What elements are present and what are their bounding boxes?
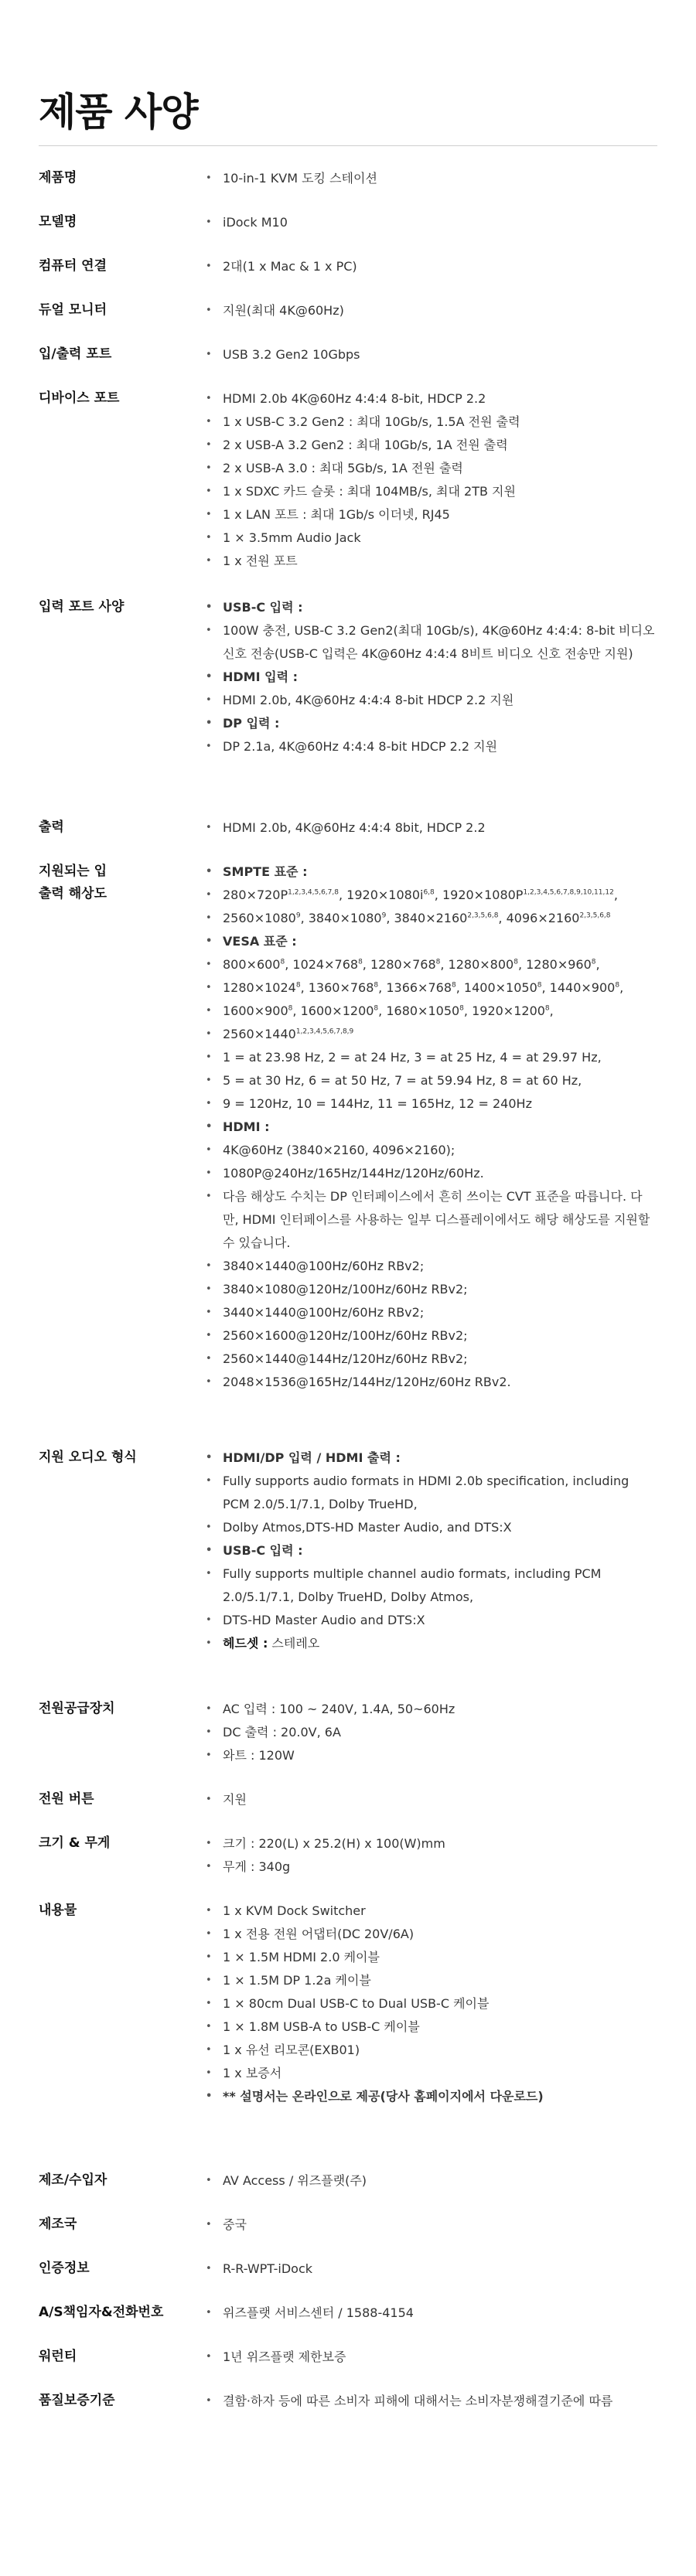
spec-value: • 3440×1440@100Hz/60Hz RBv2; [201, 1301, 657, 1324]
spec-value: • USB 3.2 Gen2 10Gbps [201, 343, 657, 366]
resolution-text: , 1920×1200 [463, 1003, 545, 1018]
resolution-text: , 1680×1050 [378, 1003, 460, 1018]
spec-value-list [201, 2257, 657, 2281]
refresh-rate-superscript: 8 [537, 981, 542, 990]
resolution-line [201, 884, 657, 907]
sub-heading: • USB-C 입력 : [201, 1539, 657, 1562]
spec-value-list [201, 2390, 657, 2413]
sub-heading: • USB-C 입력 : [201, 596, 657, 619]
spec-value-list [201, 1446, 657, 1655]
refresh-rate-superscript: 8 [544, 1004, 550, 1013]
spec-body [201, 338, 657, 366]
spec-value: • 1 x LAN 포트 : 최대 1Gb/s 이더넷, RJ45 [201, 503, 657, 526]
spec-value: • 다음 해상도 수치는 DP 인터페이스에서 흔히 쓰이는 CVT 표준을 따릅니다. 다만, HDMI 인터페이스를 사용하는 일부 디스플레이에서도 해당 해상도를 지원할 수 있습니다. [201, 1185, 657, 1255]
refresh-rate-superscript: 8 [452, 981, 456, 990]
spec-label: 인증정보 [39, 2261, 90, 2276]
spec-value: • 위즈플랫 서비스센터 / 1588-4154 [201, 2302, 657, 2325]
spec-value: • HDMI 2.0b 4K@60Hz 4:4:4 8-bit, HDCP 2.2 [201, 387, 657, 411]
frequency-note: • 9 = 120Hz, 10 = 144Hz, 11 = 165Hz, 12 = 240Hz [201, 1092, 657, 1116]
spec-value: • 지원 [201, 1788, 657, 1811]
spec-row [39, 250, 657, 294]
spec-body [201, 811, 657, 840]
resolution-line [201, 1000, 657, 1023]
spec-value: • 2 x USB-A 3.2 Gen2 : 최대 10Gb/s, 1A 전원 출력 [201, 434, 657, 457]
spec-value: • 2대(1 x Mac & 1 x PC) [201, 255, 657, 278]
spec-row [39, 811, 657, 855]
spec-value: • 2560×1440@144Hz/120Hz/60Hz RBv2; [201, 1348, 657, 1371]
resolution-line [201, 953, 657, 976]
spec-value: • 1 x 전원 포트 [201, 550, 657, 573]
refresh-rate-superscript: 8 [591, 958, 596, 966]
spec-value: • 무게 : 340g [201, 1855, 657, 1879]
spec-label: 제조/수입자 [39, 2172, 107, 2188]
refresh-rate-superscript: 2,3,5,6,8 [579, 911, 611, 920]
spec-value-list [201, 816, 657, 840]
resolution-text: 2560×1080 [223, 911, 296, 925]
spec-table [39, 162, 657, 2428]
resolution-text: , [619, 980, 624, 995]
spec-value: • 1 × 1.5M HDMI 2.0 케이블 [201, 1946, 657, 1969]
resolution-text: , 1440×900 [541, 980, 616, 995]
spec-value: • 1 × 1.5M DP 1.2a 케이블 [201, 1969, 657, 1992]
spec-value-list [201, 2302, 657, 2325]
spec-label: 제품명 [39, 170, 77, 186]
title-divider [39, 145, 657, 146]
spec-value-list [201, 387, 657, 573]
spec-value: • 1 × 3.5mm Audio Jack [201, 526, 657, 550]
spec-label: 출력 [39, 819, 64, 835]
spec-label: 지원 오디오 형식 [39, 1450, 137, 1465]
resolution-text: , 1280×800 [440, 957, 514, 972]
resolution-text: , [595, 957, 600, 972]
spec-body [201, 2208, 657, 2237]
spec-row [39, 591, 657, 811]
resolution-text: , 1366×768 [378, 980, 452, 995]
spec-body [201, 2296, 657, 2325]
spec-body [201, 1441, 657, 1655]
resolution-text: , 1280×960 [517, 957, 592, 972]
spec-value: • DTS-HD Master Audio and DTS:X [201, 1609, 657, 1632]
spec-value: • 2 x USB-A 3.0 : 최대 5Gb/s, 1A 전원 출력 [201, 457, 657, 480]
refresh-rate-superscript: 8 [295, 981, 301, 990]
spec-row [39, 1827, 657, 1894]
spec-value: • 3840×1440@100Hz/60Hz RBv2; [201, 1255, 657, 1278]
spec-label: 입력 포트 사양 [39, 599, 125, 615]
spec-value: • DC 출력 : 20.0V, 6A [201, 1721, 657, 1744]
resolution-text: , 1280×768 [362, 957, 436, 972]
spec-value: • 1 × 80cm Dual USB-C to Dual USB-C 케이블 [201, 1992, 657, 2015]
sub-heading: • HDMI/DP 입력 / HDMI 출력 : [201, 1446, 657, 1470]
spec-row [39, 1692, 657, 1783]
spec-value-list [201, 860, 657, 1394]
spec-label: 워런티 [39, 2349, 77, 2364]
resolution-text: , 1360×768 [300, 980, 374, 995]
spec-value: • 1 x 보증서 [201, 2062, 657, 2085]
refresh-rate-superscript: 9 [381, 911, 387, 920]
refresh-rate-superscript: 8 [374, 981, 379, 990]
refresh-rate-superscript: 9 [295, 911, 301, 920]
spec-row [39, 2296, 657, 2340]
spec-row [39, 2384, 657, 2428]
refresh-rate-superscript: 8 [513, 958, 518, 966]
spec-body [201, 2164, 657, 2193]
headset-item [201, 1632, 657, 1655]
spec-label: 품질보증기준 [39, 2393, 115, 2408]
resolution-line [201, 907, 657, 930]
spec-label: 입/출력 포트 [39, 346, 112, 362]
resolution-line [201, 976, 657, 1000]
resolution-text: , [613, 888, 618, 902]
resolution-text: , 4096×2160 [498, 911, 580, 925]
spec-label: 크기 & 무게 [39, 1835, 111, 1851]
spec-body [201, 206, 657, 234]
spec-row [39, 1894, 657, 2164]
spec-row [39, 294, 657, 338]
resolution-text: 1280×1024 [223, 980, 296, 995]
spec-value: • 1 x 유선 리모콘(EXB01) [201, 2039, 657, 2062]
sub-heading: • DP 입력 : [201, 712, 657, 735]
spec-body [201, 1894, 657, 2108]
spec-value: • 10-in-1 KVM 도킹 스테이션 [201, 167, 657, 190]
spec-value: • 1 x KVM Dock Switcher [201, 1900, 657, 1923]
spec-value-list [201, 343, 657, 366]
spec-body [201, 162, 657, 190]
spec-value: • DP 2.1a, 4K@60Hz 4:4:4 8-bit HDCP 2.2 지원 [201, 735, 657, 758]
spec-row [39, 2340, 657, 2384]
refresh-rate-superscript: 8 [435, 958, 441, 966]
manual-note: • ** 설명서는 온라인으로 제공(당사 홈페이지에서 다운로드) [201, 2085, 657, 2108]
refresh-rate-superscript: 8 [615, 981, 620, 990]
spec-value: • 지원(최대 4K@60Hz) [201, 299, 657, 322]
spec-label: 지원되는 입출력 해상도 [39, 864, 107, 901]
sub-heading: • VESA 표준 : [201, 930, 657, 953]
resolution-text: 2560×1440 [223, 1027, 296, 1041]
spec-value: • 2048×1536@165Hz/144Hz/120Hz/60Hz RBv2. [201, 1371, 657, 1394]
spec-body [201, 250, 657, 278]
spec-value: • 1 x SDXC 카드 슬롯 : 최대 104MB/s, 최대 2TB 지원 [201, 480, 657, 503]
refresh-rate-superscript: 8 [358, 958, 363, 966]
spec-row [39, 2252, 657, 2296]
resolution-text: , [549, 1003, 554, 1018]
refresh-rate-superscript: 2,3,5,6,8 [467, 911, 499, 920]
resolution-text: 1600×900 [223, 1003, 288, 1018]
spec-value-list [201, 596, 657, 758]
resolution-text: , 3840×1080 [300, 911, 382, 925]
spec-value: • 100W 충전, USB-C 3.2 Gen2(최대 10Gb/s), 4K@60Hz 4:4:4: 8-bit 비디오 신호 전송(USB-C 입력은 4K@60Hz 4:4:4 8비트 비디오 신호 전송만 지원) [201, 619, 657, 666]
spec-label: A/S책임자&전화번호 [39, 2305, 164, 2320]
resolution-text: , 1400×1050 [455, 980, 537, 995]
spec-value-list [201, 211, 657, 234]
spec-body [201, 591, 657, 758]
sub-heading: • HDMI 입력 : [201, 666, 657, 689]
resolution-text: , 1600×1200 [292, 1003, 374, 1018]
spec-value: • AV Access / 위즈플랫(주) [201, 2169, 657, 2193]
spec-row [39, 162, 657, 206]
spec-row [39, 382, 657, 591]
spec-value-list [201, 1900, 657, 2108]
page-title: 제품 사양 [39, 90, 198, 135]
spec-value-list [201, 1788, 657, 1811]
spec-value: • HDMI 2.0b, 4K@60Hz 4:4:4 8bit, HDCP 2.2 [201, 816, 657, 840]
spec-row [39, 855, 657, 1441]
spec-value: • 중국 [201, 2213, 657, 2237]
spec-value: • iDock M10 [201, 211, 657, 234]
spec-label: 전원 버튼 [39, 1791, 94, 1807]
spec-label: 듀얼 모니터 [39, 302, 107, 318]
spec-value: • 1080P@240Hz/165Hz/144Hz/120Hz/60Hz. [201, 1162, 657, 1185]
spec-value: • 1 × 1.8M USB-A to USB-C 케이블 [201, 2015, 657, 2039]
spec-value: • HDMI 2.0b, 4K@60Hz 4:4:4 8-bit HDCP 2.2 지원 [201, 689, 657, 712]
spec-label: 컴퓨터 연결 [39, 258, 107, 274]
spec-body [201, 294, 657, 322]
spec-value-list [201, 1698, 657, 1767]
spec-value-list [201, 299, 657, 322]
spec-value-list [201, 2169, 657, 2193]
resolution-text: 800×600 [223, 957, 281, 972]
spec-value: • 1년 위즈플랫 제한보증 [201, 2346, 657, 2369]
spec-value: • 3840×1080@120Hz/100Hz/60Hz RBv2; [201, 1278, 657, 1301]
refresh-rate-superscript: 1,2,3,4,5,6,7,8,9 [295, 1027, 354, 1036]
sub-heading: 헤드셋 : [223, 1636, 268, 1651]
resolution-text: , 3840×2160 [386, 911, 468, 925]
spec-body [201, 1692, 657, 1767]
frequency-note: • 5 = at 30 Hz, 6 = at 50 Hz, 7 = at 59.94 Hz, 8 = at 60 Hz, [201, 1069, 657, 1092]
sub-heading: • HDMI : [201, 1116, 657, 1139]
spec-value: • R-R-WPT-iDock [201, 2257, 657, 2281]
spec-value-list [201, 2346, 657, 2369]
refresh-rate-superscript: 6,8 [423, 888, 435, 897]
spec-value: • 크기 : 220(L) x 25.2(H) x 100(W)mm [201, 1832, 657, 1855]
spec-row [39, 2208, 657, 2252]
spec-value: • AC 입력 : 100 ~ 240V, 1.4A, 50~60Hz [201, 1698, 657, 1721]
spec-value: • 1 x 전용 전원 어댑터(DC 20V/6A) [201, 1923, 657, 1946]
refresh-rate-superscript: 8 [374, 1004, 379, 1013]
spec-value-list [201, 1832, 657, 1879]
refresh-rate-superscript: 8 [459, 1004, 464, 1013]
spec-label: 전원공급장치 [39, 1701, 115, 1716]
spec-value: • Dolby Atmos,DTS-HD Master Audio, and DTS:X [201, 1516, 657, 1539]
spec-value: • 와트 : 120W [201, 1744, 657, 1767]
spec-label: 제조국 [39, 2217, 77, 2232]
resolution-text: , 1920×1080i [338, 888, 424, 902]
spec-row [39, 338, 657, 382]
spec-value: • 4K@60Hz (3840×2160, 4096×2160); [201, 1139, 657, 1162]
spec-body [201, 1827, 657, 1879]
spec-row [39, 1783, 657, 1827]
spec-body [201, 855, 657, 1394]
spec-label: 내용물 [39, 1903, 77, 1918]
headset-value: 스테레오 [268, 1636, 320, 1651]
refresh-rate-superscript: 1,2,3,4,5,6,7,8,9,10,11,12 [523, 888, 614, 897]
refresh-rate-superscript: 8 [288, 1004, 293, 1013]
spec-body [201, 382, 657, 573]
spec-value: • 2560×1600@120Hz/100Hz/60Hz RBv2; [201, 1324, 657, 1348]
resolution-text: 280×720P [223, 888, 288, 902]
spec-value: • 1 x USB-C 3.2 Gen2 : 최대 10Gb/s, 1.5A 전원 출력 [201, 411, 657, 434]
sub-heading: • SMPTE 표준 : [201, 860, 657, 884]
spec-row [39, 206, 657, 250]
spec-label: 디바이스 포트 [39, 390, 120, 406]
refresh-rate-superscript: 8 [280, 958, 285, 966]
refresh-rate-superscript: 1,2,3,4,5,6,7,8 [288, 888, 339, 897]
spec-row [39, 1441, 657, 1692]
spec-label: 모델명 [39, 214, 77, 230]
spec-body [201, 1783, 657, 1811]
spec-value-list [201, 167, 657, 190]
spec-value: • 결함·하자 등에 따른 소비자 피해에 대해서는 소비자분쟁해결기준에 따름 [201, 2390, 657, 2413]
spec-row [39, 2164, 657, 2208]
spec-body [201, 2384, 657, 2413]
spec-value: • Fully supports audio formats in HDMI 2.0b specification, including PCM 2.0/5.1/7.1, Dolby TrueHD, [201, 1470, 657, 1516]
spec-value-list [201, 255, 657, 278]
resolution-text: , 1920×1080P [434, 888, 524, 902]
spec-body [201, 2340, 657, 2369]
resolution-text: , 1024×768 [285, 957, 359, 972]
spec-body [201, 2252, 657, 2281]
frequency-note: • 1 = at 23.98 Hz, 2 = at 24 Hz, 3 = at 25 Hz, 4 = at 29.97 Hz, [201, 1046, 657, 1069]
spec-value-list [201, 2213, 657, 2237]
spec-value: • Fully supports multiple channel audio formats, including PCM 2.0/5.1/7.1, Dolby TrueHD, Dolby Atmos, [201, 1562, 657, 1609]
resolution-line [201, 1023, 657, 1046]
